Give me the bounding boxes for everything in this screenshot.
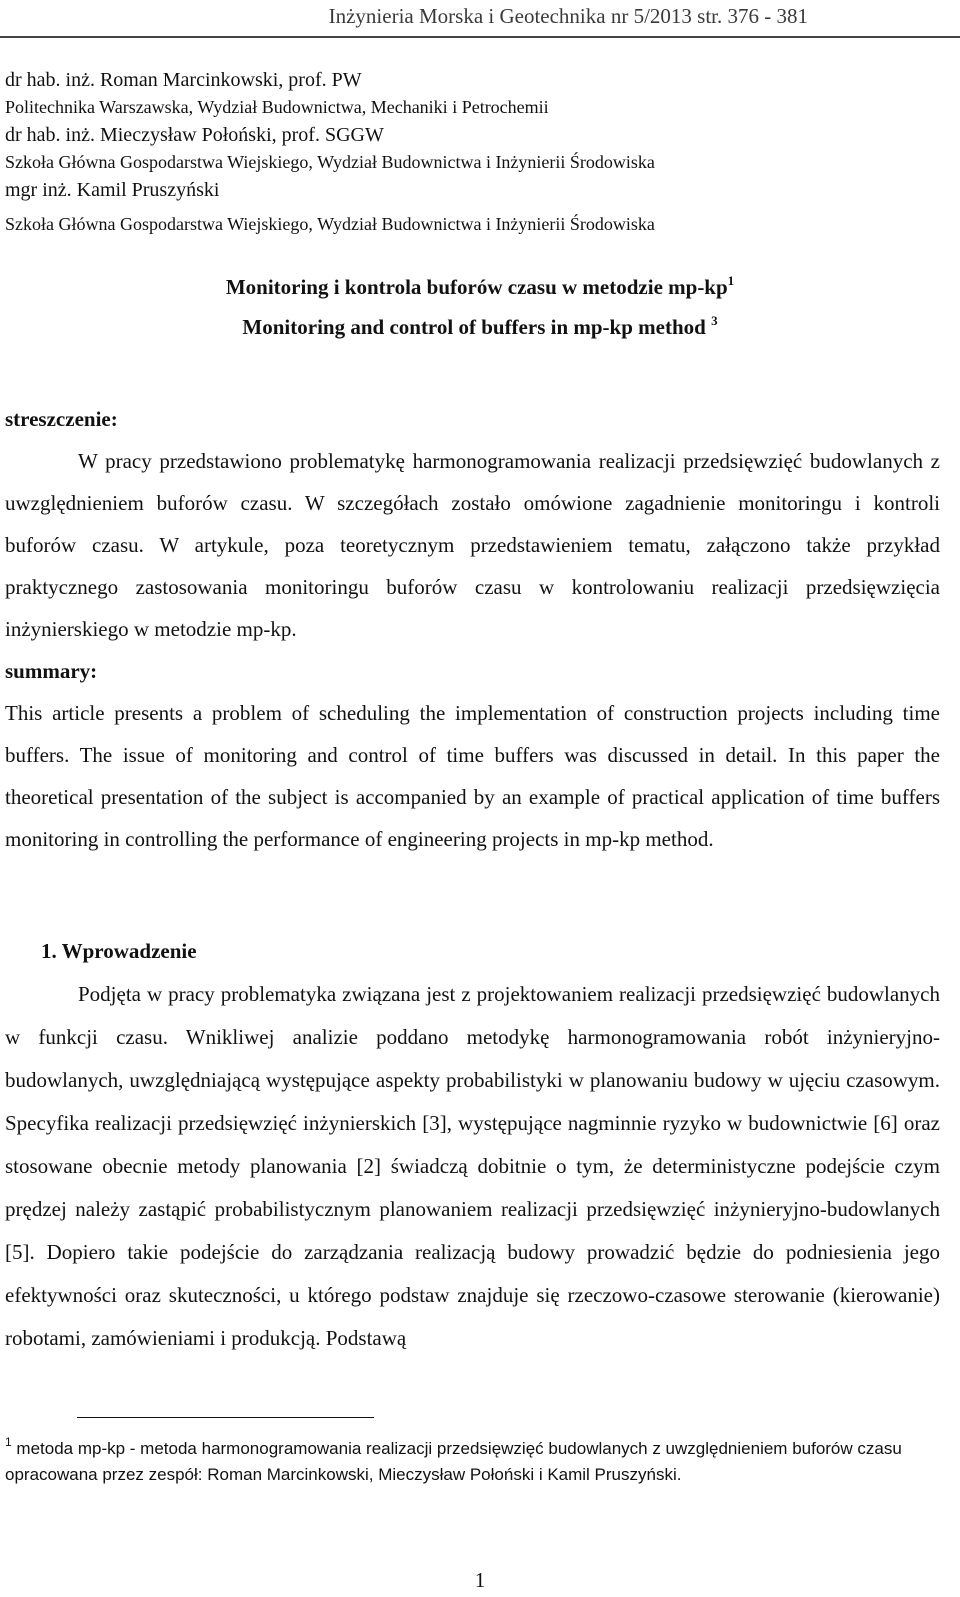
header-rule	[0, 36, 960, 38]
title-block	[0, 272, 960, 342]
footnote	[5, 1436, 945, 1488]
author-affiliation: Szkoła Główna Gospodarstwa Wiejskiego, Wydział Budownictwa i Inżynierii Środowiska	[5, 214, 655, 234]
abstract-english: This article presents a problem of scheduling the implementation of construction projects including time buffers. The issue of monitoring and control of time buffers was discussed in detail. In this paper the theoretical presentation of the subject is accompanied by an example of practical application of time buffers monitoring in controlling the performance of engineering projects in mp-kp method.	[5, 701, 940, 851]
running-header	[0, 0, 960, 40]
section-body: Podjęta w pracy problematyka związana jest z projektowaniem realizacji przedsięwzięć budowlanych w funkcji czasu. Wnikliwej analizie poddano metodykę harmonogramowania robót inżynieryjno-budowlanych, uwzględniającą występujące aspekty probabilistyki w planowaniu budowy w ujęciu czasowym. Specyfika realizacji przedsięwzięć inżynierskich [3], występujące nagminnie ryzyko w budownictwie [6] oraz stosowane obecnie metody planowania [2] świadczą dobitnie o tym, że deterministyczne podejście czym prędzej należy zastąpić probabilistycznym planowaniem realizacji przedsięwzięć inżynieryjno-budowlanych [5]. Dopiero takie podejście do zarządzania realizacją budowy prowadzić będzie do podniesienia jego efektywności oraz skuteczności, u którego podstaw znajduje się rzeczowo-czasowe sterowanie (kierowanie) robotami, zamówieniami i produkcją. Podstawą	[5, 982, 940, 1350]
journal-reference: Inżynieria Morska i Geotechnika nr 5/2013 str. 376 - 381	[328, 4, 808, 28]
section-introduction	[5, 930, 940, 1360]
section-heading: 1. Wprowadzenie	[41, 939, 197, 963]
author-affiliation: Szkoła Główna Gospodarstwa Wiejskiego, Wydział Budownictwa i Inżynierii Środowiska	[5, 152, 655, 172]
author-affiliation: Politechnika Warszawska, Wydział Budownictwa, Mechaniki i Petrochemii	[5, 97, 549, 117]
author-name: mgr inż. Kamil Pruszyński	[5, 179, 220, 201]
title-polish: Monitoring i kontrola buforów czasu w metodzie $mp-kp^1$	[225, 273, 735, 299]
footnote-number: 1	[5, 1435, 12, 1449]
author-name: dr hab. inż. Mieczysław Połoński, prof. SGGW	[5, 124, 384, 146]
footnote-marker[interactable]: 1	[727, 273, 735, 288]
abstract-label-polish: streszczenie:	[5, 407, 118, 431]
author-name: dr hab. inż. Roman Marcinkowski, prof. PW	[5, 69, 362, 91]
author-block	[5, 66, 945, 238]
footnote-rule	[77, 1417, 374, 1418]
abstract	[5, 398, 940, 860]
page-number: 1	[474, 1568, 486, 1592]
footnote-text: metoda mp-kp - metoda harmonogramowania realizacji przedsięwzięć budowlanych z uwzględnieniem buforów czasu opracowana przez zespół: Roman Marcinkowski, Mieczysław Połoński i Kamil Pruszyński.	[5, 1439, 902, 1484]
abstract-polish: W pracy przedstawiono problematykę harmonogramowania realizacji przedsięwzięć budowlanych z uwzględnieniem buforów czasu. W szczegółach zostało omówione zagadnienie monitoringu i kontroli buforów czasu. W artykule, poza teoretycznym przedstawieniem tematu, załączono także przykład praktycznego zastosowania monitoringu buforów czasu w kontrolowaniu realizacji przedsięwzięcia inżynierskiego w metodzie mp-kp.	[5, 449, 940, 641]
footnote-marker[interactable]: 3	[711, 313, 718, 328]
abstract-label-english: summary:	[5, 659, 98, 683]
title-english: Monitoring and control of buffers in mp-kp method $^3$	[242, 313, 718, 339]
